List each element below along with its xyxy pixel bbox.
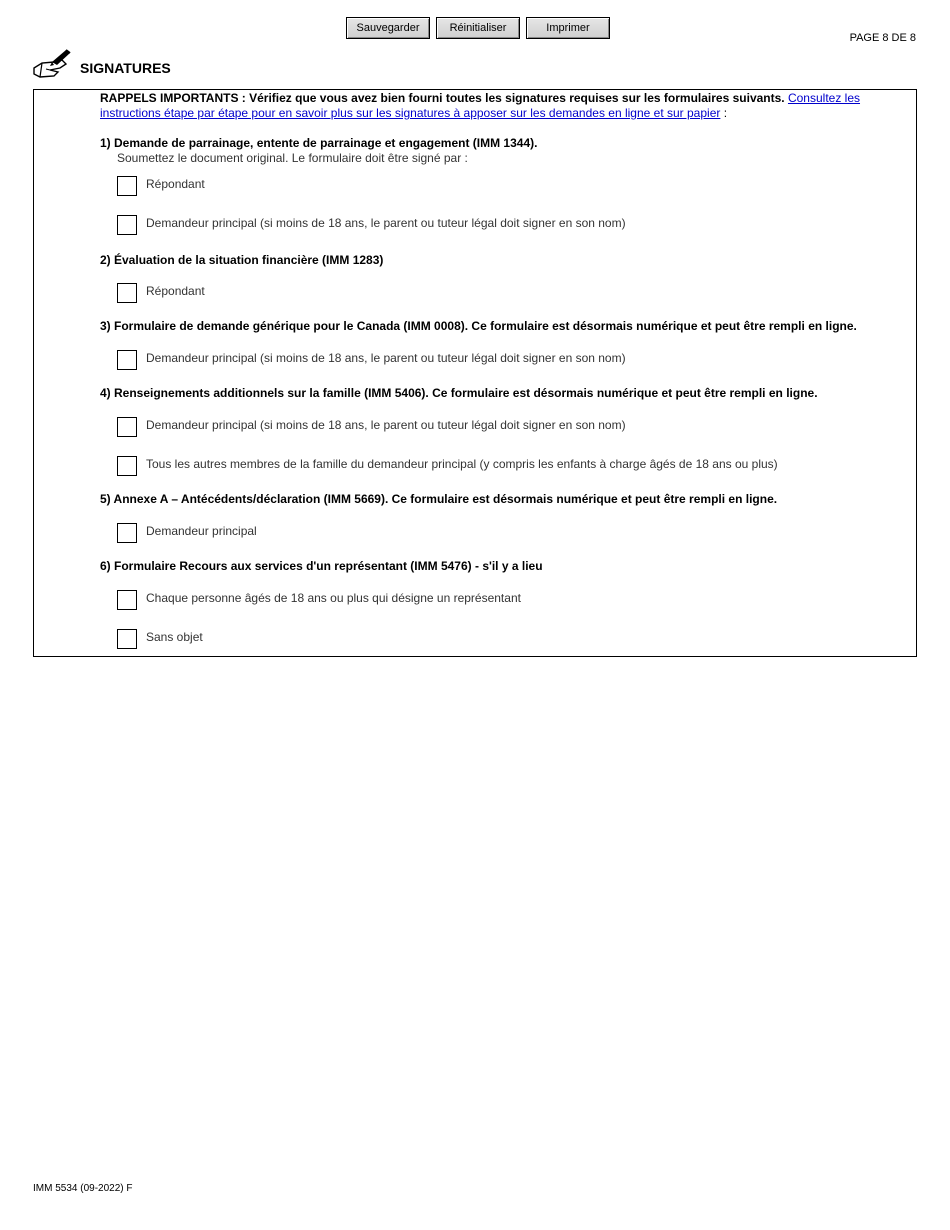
checkbox-label: Chaque personne âgés de 18 ans ou plus qui désigne un représentant (146, 591, 521, 605)
section-title: SIGNATURES (80, 60, 171, 76)
item-3-title: 3) Formulaire de demande générique pour le Canada (IMM 0008). Ce formulaire est désormais numérique et peut être rempli en ligne. (100, 319, 857, 333)
checkbox-label: Tous les autres membres de la famille du demandeur principal (y compris les enfants à charge âgés de 18 ans ou plus) (146, 457, 778, 471)
checkbox[interactable] (117, 176, 137, 196)
checkbox-label: Sans objet (146, 630, 203, 644)
checkbox-label: Demandeur principal (si moins de 18 ans, le parent ou tuteur légal doit signer en son nom) (146, 418, 626, 432)
item-1-option-2 (117, 215, 626, 235)
checkbox-label: Répondant (146, 177, 205, 191)
reset-button[interactable]: Réinitialiser (436, 17, 520, 39)
item-2-option-1 (117, 283, 205, 303)
checkbox[interactable] (117, 629, 137, 649)
checkbox[interactable] (117, 590, 137, 610)
item-1-note: Soumettez le document original. Le formulaire doit être signé par : (117, 151, 468, 165)
instructions-link[interactable]: Consultez les instructions étape par étape pour en savoir plus sur les signatures à apposer sur les demandes en ligne et sur papier (100, 91, 861, 120)
checkbox[interactable] (117, 523, 137, 543)
item-2-title: 2) Évaluation de la situation financière (IMM 1283) (100, 253, 384, 267)
checkbox[interactable] (117, 283, 137, 303)
section-heading (32, 48, 171, 80)
checkbox-label: Répondant (146, 284, 205, 298)
checkbox-label: Demandeur principal (146, 524, 257, 538)
reminder-text (100, 91, 900, 121)
print-button[interactable]: Imprimer (526, 17, 610, 39)
item-4-option-2 (117, 456, 778, 476)
item-6-title: 6) Formulaire Recours aux services d'un représentant (IMM 5476) - s'il y a lieu (100, 559, 543, 573)
item-6-option-1 (117, 590, 521, 610)
item-6-option-2 (117, 629, 203, 649)
checkbox-label: Demandeur principal (si moins de 18 ans, le parent ou tuteur légal doit signer en son nom) (146, 216, 626, 230)
toolbar (346, 17, 610, 39)
item-1-title: 1) Demande de parrainage, entente de parrainage et engagement (IMM 1344). (100, 136, 538, 150)
page-number: PAGE 8 DE 8 (849, 32, 916, 44)
form-code: IMM 5534 (09-2022) F (33, 1183, 133, 1194)
save-button[interactable]: Sauvegarder (346, 17, 430, 39)
reminder-bold: RAPPELS IMPORTANTS : Vérifiez que vous avez bien fourni toutes les signatures requises sur les formulaires suivants. (100, 91, 785, 105)
item-1-option-1 (117, 176, 205, 196)
item-4-option-1 (117, 417, 626, 437)
hand-writing-icon (32, 48, 74, 80)
item-4-title: 4) Renseignements additionnels sur la famille (IMM 5406). Ce formulaire est désormais numérique et peut être rempli en ligne. (100, 386, 818, 400)
item-3-option-1 (117, 350, 626, 370)
checkbox[interactable] (117, 350, 137, 370)
item-5-title: 5) Annexe A – Antécédents/déclaration (IMM 5669). Ce formulaire est désormais numérique et peut être rempli en ligne. (100, 492, 778, 506)
checkbox[interactable] (117, 215, 137, 235)
checkbox[interactable] (117, 456, 137, 476)
item-5-option-1 (117, 523, 257, 543)
checkbox-label: Demandeur principal (si moins de 18 ans, le parent ou tuteur légal doit signer en son nom) (146, 351, 626, 365)
checkbox[interactable] (117, 417, 137, 437)
reminder-suffix: : (720, 106, 728, 120)
